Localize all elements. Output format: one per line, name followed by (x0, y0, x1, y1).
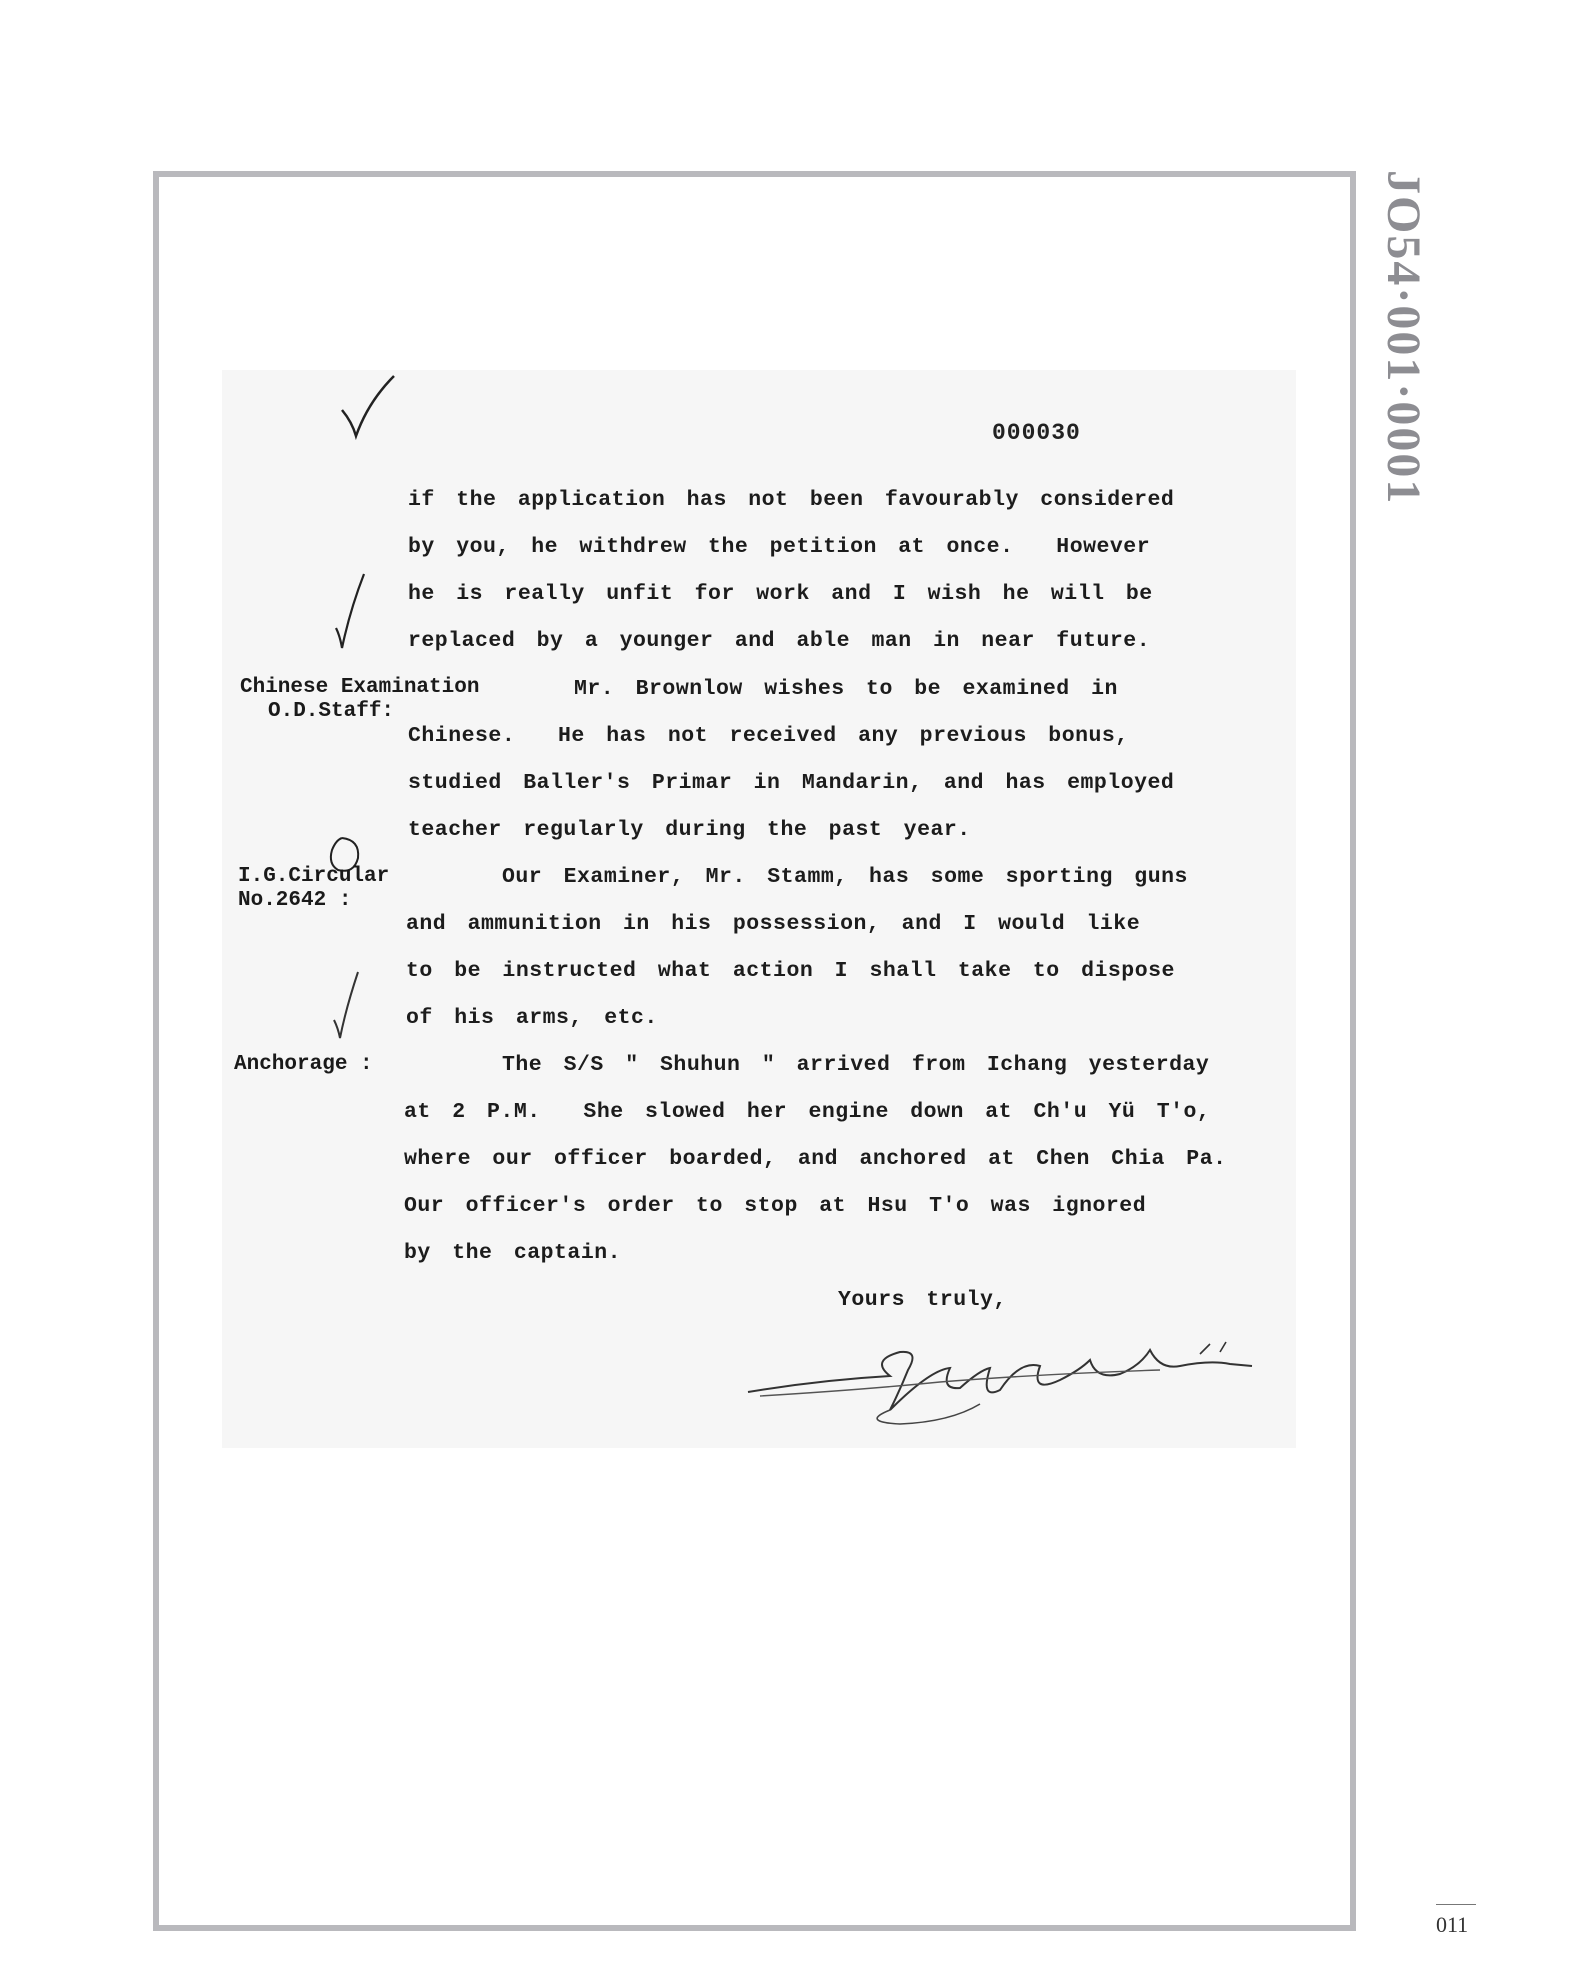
margin-note-ig-circular: I.G.Circular (238, 865, 390, 888)
letter-line: replaced by a younger and able man in near future. (408, 629, 1151, 653)
letter-line: teacher regularly during the past year. (408, 818, 971, 842)
letter-line: if the application has not been favourably considered (408, 488, 1175, 512)
margin-note-od-staff: O.D.Staff: (268, 700, 395, 723)
letter-line: by the captain. (404, 1241, 622, 1265)
check-mark-icon (338, 372, 398, 440)
check-mark-icon (330, 570, 370, 652)
page-number: 011 (1436, 1912, 1469, 1937)
letter-line: studied Baller's Primar in Mandarin, and has employed (408, 771, 1175, 795)
letter-line: Our officer's order to stop at Hsu T'o was ignored (404, 1194, 1147, 1218)
letter-line: Our Examiner, Mr. Stamm, has some sporting guns (502, 865, 1188, 889)
letter-line: he is really unfit for work and I wish he will be (408, 582, 1153, 606)
letter-line: by you, he withdrew the petition at once. However (408, 535, 1151, 559)
letter-line: The S/S " Shuhun " arrived from Ichang yesterday (502, 1053, 1210, 1077)
margin-note-chinese-examination: Chinese Examination (240, 676, 480, 699)
letter-line: Mr. Brownlow wishes to be examined in (574, 677, 1118, 701)
scanned-letter (222, 370, 1296, 1448)
letter-line: and ammunition in his possession, and I would like (406, 912, 1141, 936)
margin-note-anchorage: Anchorage : (234, 1053, 373, 1076)
letter-line: of his arms, etc. (406, 1006, 658, 1030)
letter-line: to be instructed what action I shall take to dispose (406, 959, 1175, 983)
signature-image (740, 1330, 1260, 1430)
archive-stamp: 000030 (992, 420, 1081, 446)
check-mark-icon (328, 968, 368, 1042)
margin-note-circular-number: No.2642 : (238, 889, 352, 912)
page-number-rule (1436, 1904, 1476, 1905)
closing: Yours truly, (838, 1288, 1007, 1312)
letter-line: where our officer boarded, and anchored at Chen Chia Pa. (404, 1147, 1227, 1171)
archive-id: JO54·001·0001 (1377, 170, 1430, 506)
letter-line: at 2 P.M. She slowed her engine down at Ch'u Yü T'o, (404, 1100, 1211, 1124)
letter-line: Chinese. He has not received any previous bonus, (408, 724, 1129, 748)
